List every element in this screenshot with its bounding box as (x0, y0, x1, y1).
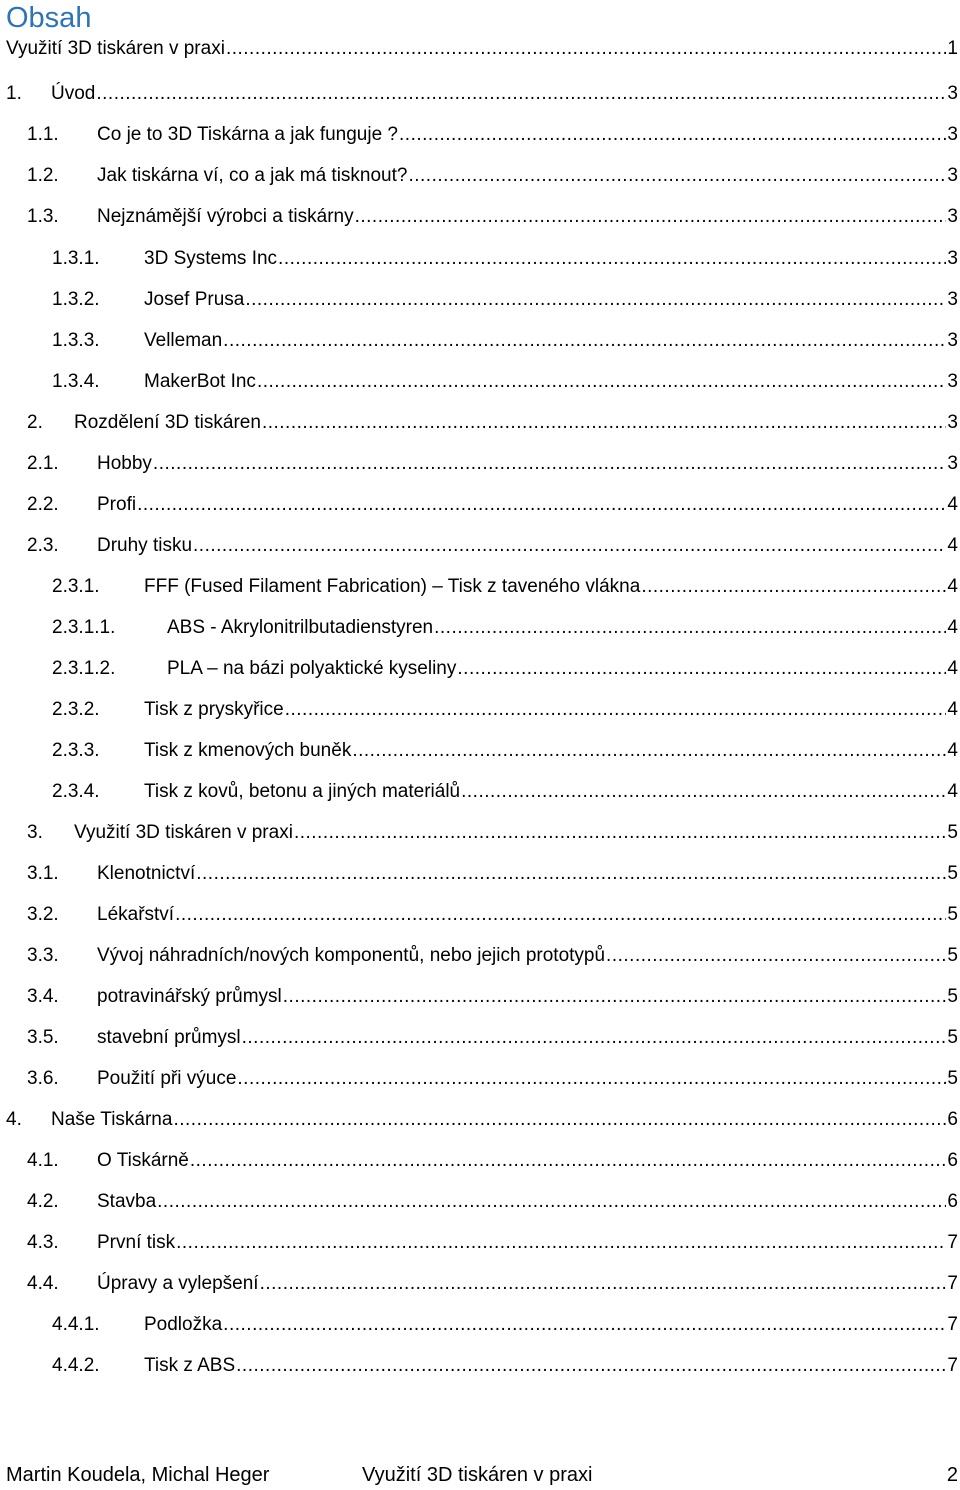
toc-dot-leader (245, 285, 946, 315)
toc-entry[interactable] (52, 244, 958, 274)
toc-entry[interactable] (27, 1228, 958, 1258)
toc-entry-title: Úpravy a vylepšení (97, 1273, 259, 1294)
toc-entry-number: 2.3.4. (52, 781, 100, 802)
toc-entry-page: 3 (947, 412, 958, 433)
toc-entry-title: Stavba (97, 1191, 157, 1212)
toc-entry-page: 3 (947, 165, 958, 186)
toc-entry-page: 4 (947, 535, 958, 556)
toc-entry-title: Druhy tisku (97, 535, 193, 556)
toc-dot-leader (193, 531, 946, 561)
toc-entry[interactable] (27, 531, 958, 561)
toc-dot-leader (223, 326, 946, 356)
toc-entry-page: 3 (947, 330, 958, 351)
toc-entry-title: Tisk z kmenových buněk (144, 740, 352, 761)
toc-dot-leader (173, 1105, 946, 1135)
toc-entry[interactable] (27, 982, 958, 1012)
toc-entry-page: 3 (947, 371, 958, 392)
toc-entry-title: Využití 3D tiskáren v praxi (6, 38, 225, 59)
toc-dot-leader (434, 613, 946, 643)
toc-entry[interactable] (27, 818, 958, 848)
toc-entry-page: 3 (947, 83, 958, 104)
toc-entry-page: 1 (947, 38, 958, 59)
toc-entry-number: 1.3.3. (52, 330, 100, 351)
toc-entry-number: 2.1. (27, 453, 59, 474)
toc-entry-number: 1.1. (27, 124, 59, 145)
toc-entry-number: 2.3.1.2. (52, 658, 116, 679)
toc-entry[interactable] (6, 1105, 958, 1135)
toc-entry-number: 4.2. (27, 1191, 59, 1212)
toc-entry-page: 7 (947, 1355, 958, 1376)
toc-dot-leader (236, 1351, 946, 1381)
toc-dot-leader (175, 900, 946, 930)
toc-dot-leader (176, 1228, 946, 1258)
toc-entry-number: 1.3. (27, 206, 59, 227)
toc-entry-number: 2.3.3. (52, 740, 100, 761)
toc-entry-title: stavební průmysl (97, 1027, 241, 1048)
toc-entry-title: Využití 3D tiskáren v praxi (74, 822, 293, 843)
toc-entry-page: 4 (947, 699, 958, 720)
toc-dot-leader (352, 736, 946, 766)
toc-entry-page: 6 (947, 1150, 958, 1171)
toc-dot-leader (262, 408, 946, 438)
toc-entry-title: potravinářský průmysl (97, 986, 282, 1007)
toc-dot-leader (96, 79, 946, 109)
toc-entry-number: 4.1. (27, 1150, 59, 1171)
toc-entry-page: 6 (947, 1109, 958, 1130)
toc-dot-leader (399, 120, 946, 150)
toc-entry-number: 4. (6, 1109, 22, 1130)
toc-dot-leader (461, 777, 946, 807)
toc-entry-number: 1.3.1. (52, 248, 100, 269)
toc-entry[interactable] (52, 695, 958, 725)
toc-entry-number: 4.4. (27, 1273, 59, 1294)
toc-entry-number: 2.2. (27, 494, 59, 515)
toc-entry[interactable] (27, 941, 958, 971)
toc-entry-title: Vývoj náhradních/nových komponentů, nebo jejich prototypů (97, 945, 606, 966)
toc-entry-number: 3. (27, 822, 43, 843)
toc-entry-title: MakerBot Inc (144, 371, 256, 392)
toc-entry-page: 5 (947, 1068, 958, 1089)
toc-entry-page: 3 (947, 206, 958, 227)
toc-dot-leader (294, 818, 946, 848)
toc-dot-leader (237, 1064, 946, 1094)
toc-dot-leader (137, 490, 946, 520)
toc-entry[interactable] (27, 490, 958, 520)
toc-entry-title: Použití při výuce (97, 1068, 237, 1089)
toc-entry-page: 4 (947, 781, 958, 802)
toc-dot-leader (457, 654, 946, 684)
toc-entry-title: Velleman (144, 330, 223, 351)
toc-entry-number: 1.3.2. (52, 289, 100, 310)
toc-entry-title: O Tiskárně (97, 1150, 189, 1171)
toc-entry-page: 5 (947, 1027, 958, 1048)
toc-entry[interactable] (52, 1310, 958, 1340)
toc-entry-number: 2.3.1.1. (52, 617, 116, 638)
toc-dot-leader (278, 244, 946, 274)
toc-entry-page: 3 (947, 289, 958, 310)
toc-entry[interactable] (27, 202, 958, 232)
toc-entry-number: 2.3. (27, 535, 59, 556)
toc-dot-leader (196, 859, 946, 889)
toc-entry-number: 2.3.2. (52, 699, 100, 720)
toc-entry-title: Klenotnictví (97, 863, 196, 884)
toc-entry[interactable] (27, 449, 958, 479)
toc-dot-leader (355, 202, 946, 232)
toc-entry-page: 4 (947, 576, 958, 597)
toc-entry-page: 7 (947, 1273, 958, 1294)
toc-entry-title: První tisk (97, 1232, 176, 1253)
toc-entry[interactable] (27, 1146, 958, 1176)
toc-entry-title: Nejznámější výrobci a tiskárny (97, 206, 354, 227)
toc-entry[interactable] (27, 161, 958, 191)
toc-entry-title: Hobby (97, 453, 152, 474)
toc-entry[interactable] (27, 1023, 958, 1053)
toc-entry-number: 3.5. (27, 1027, 59, 1048)
toc-entry-number: 3.1. (27, 863, 59, 884)
toc-entry-page: 4 (947, 740, 958, 761)
toc-entry[interactable] (6, 34, 958, 64)
toc-entry[interactable] (27, 408, 958, 438)
toc-dot-leader (190, 1146, 946, 1176)
toc-dot-leader (157, 1187, 946, 1217)
toc-entry[interactable] (52, 613, 958, 643)
toc-entry[interactable] (27, 1269, 958, 1299)
footer-authors: Martin Koudela, Michal Heger (6, 1464, 270, 1486)
toc-entry-title: Lékařství (97, 904, 175, 925)
toc-entry[interactable] (52, 736, 958, 766)
footer-document-title: Využití 3D tiskáren v praxi (362, 1464, 593, 1486)
toc-entry[interactable] (27, 1187, 958, 1217)
toc-entry-title: PLA – na bázi polyaktické kyseliny (167, 658, 457, 679)
toc-entry-title: FFF (Fused Filament Fabrication) – Tisk z taveného vlákna (144, 576, 641, 597)
toc-entry-page: 4 (947, 658, 958, 679)
toc-entry-page: 3 (947, 248, 958, 269)
toc-dot-leader (260, 1269, 946, 1299)
toc-entry[interactable] (52, 367, 958, 397)
toc-entry-page: 3 (947, 124, 958, 145)
page-footer (0, 1460, 960, 1490)
toc-dot-leader (223, 1310, 946, 1340)
toc-entry-number: 3.2. (27, 904, 59, 925)
toc-entry-number: 1.3.4. (52, 371, 100, 392)
toc-entry-title: Tisk z pryskyřice (144, 699, 284, 720)
toc-entry[interactable] (52, 572, 958, 602)
toc-entry-page: 3 (947, 453, 958, 474)
toc-entry-page: 5 (947, 863, 958, 884)
toc-dot-leader (606, 941, 946, 971)
toc-entry-number: 4.3. (27, 1232, 59, 1253)
toc-entry-number: 3.6. (27, 1068, 59, 1089)
toc-dot-leader (257, 367, 946, 397)
toc-entry[interactable] (6, 79, 958, 109)
toc-dot-leader (226, 34, 946, 64)
toc-entry-number: 3.4. (27, 986, 59, 1007)
toc-entry-number: 4.4.1. (52, 1314, 100, 1335)
toc-entry-number: 2. (27, 412, 43, 433)
footer-page-number: 2 (946, 1464, 958, 1486)
toc-entry-title: Úvod (51, 83, 96, 104)
toc-entry[interactable] (52, 777, 958, 807)
toc-entry-page: 7 (947, 1232, 958, 1253)
toc-entry[interactable] (27, 1064, 958, 1094)
toc-entry[interactable] (52, 326, 958, 356)
toc-entry[interactable] (27, 859, 958, 889)
toc-entry-number: 1.2. (27, 165, 59, 186)
toc-entry[interactable] (52, 285, 958, 315)
toc-entry[interactable] (27, 120, 958, 150)
toc-entry-title: Co je to 3D Tiskárna a jak funguje ? (97, 124, 399, 145)
toc-entry-title: Josef Prusa (144, 289, 245, 310)
page-title: Obsah (6, 2, 92, 34)
toc-dot-leader (153, 449, 946, 479)
toc-entry-title: ABS - Akrylonitrilbutadienstyren (167, 617, 434, 638)
toc-entry-number: 4.4.2. (52, 1355, 100, 1376)
toc-dot-leader (408, 161, 946, 191)
toc-entry-title: Tisk z kovů, betonu a jiných materiálů (144, 781, 461, 802)
toc-entry[interactable] (27, 900, 958, 930)
toc-entry-title: Jak tiskárna ví, co a jak má tisknout? (97, 165, 408, 186)
toc-entry-page: 6 (947, 1191, 958, 1212)
toc-entry-title: 3D Systems Inc (144, 248, 278, 269)
toc-entry-number: 2.3.1. (52, 576, 100, 597)
toc-entry-page: 4 (947, 617, 958, 638)
toc-dot-leader (285, 695, 946, 725)
toc-entry-page: 5 (947, 986, 958, 1007)
toc-entry-number: 1. (6, 83, 22, 104)
toc-dot-leader (283, 982, 946, 1012)
toc-entry-page: 5 (947, 945, 958, 966)
toc-dot-leader (641, 572, 946, 602)
toc-entry-title: Rozdělení 3D tiskáren (74, 412, 261, 433)
toc-entry-page: 5 (947, 822, 958, 843)
toc-entry-title: Profi (97, 494, 137, 515)
toc-entry-page: 5 (947, 904, 958, 925)
toc-entry[interactable] (52, 1351, 958, 1381)
toc-entry-title: Podložka (144, 1314, 223, 1335)
toc-dot-leader (242, 1023, 946, 1053)
toc-entry-page: 4 (947, 494, 958, 515)
toc-entry-title: Naše Tiskárna (51, 1109, 173, 1130)
toc-entry-number: 3.3. (27, 945, 59, 966)
toc-entry-title: Tisk z ABS (144, 1355, 236, 1376)
toc-entry-page: 7 (947, 1314, 958, 1335)
toc-entry[interactable] (52, 654, 958, 684)
